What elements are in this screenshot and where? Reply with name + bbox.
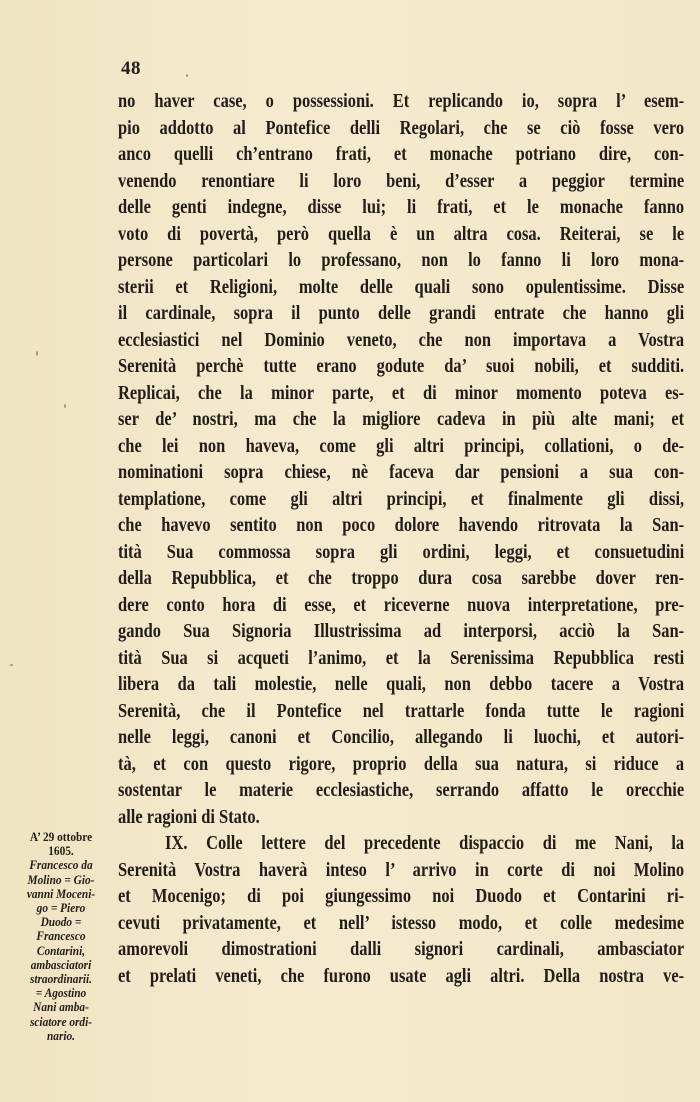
margin-year: 1605. (48, 844, 74, 859)
text-line: che lei non haveva, come gli altri principi, collationi, o de- (118, 435, 685, 457)
text-line: che havevo sentito non poco dolore havendo ritrovata la San- (118, 515, 685, 536)
text-line: dere conto hora di esse, et riceverne nuova interpretatione, pre- (118, 594, 685, 616)
margin-line: nario. (46, 1028, 76, 1043)
text-line: il cardinale, sopra il punto delle grandi entrate che hanno gli (118, 303, 685, 324)
text-line: della Repubblica, et che troppo dura cosa sarebbe dover ren- (118, 568, 685, 589)
text-line: Serenità Vostra haverà inteso l’ arrivo in corte di noi Molino (118, 859, 685, 881)
text-line: persone particolari lo professano, non lo fanno li loro mona- (118, 250, 685, 271)
margin-line: Duodo = (40, 915, 82, 930)
text-line: voto di povertà, però quella è un altra cosa. Reiterai, se le (118, 223, 685, 245)
text-line: tità Sua commossa sopra gli ordini, leggi, et consuetudini (118, 541, 685, 563)
text-line: delle genti indegne, disse lui; li frati, et le monache fanno (118, 197, 685, 218)
margin-line: ambasciatori (30, 957, 92, 972)
page-number: 48 (121, 58, 141, 79)
text-line: pio addotto al Pontefice delli Regolari, che se ciò fosse vero (118, 117, 685, 139)
margin-line: go = Piero (36, 901, 86, 916)
paper-speck (64, 404, 66, 408)
text-line: et prelati veneti, che furono usate agli altri. Della nostra ve- (118, 965, 685, 987)
text-line: Serenità perchè tutte erano godute da’ suoi nobili, et sudditi. (118, 356, 685, 377)
text-line: venendo renontiare li loro beni, d’esser a peggior termine (118, 170, 685, 192)
margin-line: Francesco da (29, 858, 93, 873)
text-line: tità Sua si acqueti l’animo, et la Serenissima Repubblica resti (118, 647, 685, 669)
text-line: ser de’ nostri, ma che la migliore cadeva in più alte mani; et (118, 409, 685, 430)
text-line: alle ragioni di Stato. (118, 806, 260, 828)
section-first-line: IX. Colle lettere del precedente dispaccio di me Nani, la (165, 833, 685, 854)
paper-speck (36, 351, 38, 356)
text-line: ecclesiastici nel Dominio veneto, che non importava a Vostra (118, 329, 685, 351)
margin-line: Nani amba- (33, 1000, 89, 1015)
margin-line: Molino = Gio- (27, 872, 95, 887)
text-line: cevuti privatamente, et nell’ istesso modo, et colle medesime (118, 912, 685, 934)
margin-line: Francesco (36, 929, 86, 944)
text-line: sostentar le materie ecclesiastiche, serrando affatto le orecchie (118, 780, 685, 801)
margin-line: straordinarii. (29, 972, 93, 987)
text-line: Serenità, che il Pontefice nel trattarle fonda tutte le ragioni (118, 700, 685, 722)
paper-speck (186, 74, 188, 77)
text-line: et Mocenigo; di poi giungessimo noi Duodo et Contarini ri- (118, 886, 685, 907)
main-text-block (118, 89, 684, 990)
margin-line: sciatore ordi- (29, 1014, 93, 1029)
margin-date: A’ 29 ottobre (29, 830, 93, 844)
text-line: gando Sua Signoria Illustrissima ad interporsi, acciò la San- (118, 621, 685, 642)
text-line: no haver case, o possessioni. Et replicando io, sopra l’ esem- (118, 91, 685, 112)
text-line: anco quelli ch’entrano frati, et monache potriano dire, con- (118, 144, 685, 165)
text-line: templatione, come gli altri principi, et finalmente gli dissi, (118, 488, 685, 510)
text-line: nominationi sopra chiese, nè faceva dar pensioni a sua con- (118, 462, 685, 483)
text-line: libera da tali molestie, nelle quali, non debbo tacere a Vostra (118, 674, 685, 695)
margin-line: = Agostino (35, 986, 87, 1001)
text-line: tà, et con questo rigore, proprio della sua natura, si riduce a (118, 753, 685, 775)
text-line: nelle leggi, canoni et Concilio, allegando li luochi, et autori- (118, 727, 685, 748)
paper-speck (10, 664, 13, 666)
text-line: sterii et Religioni, molte delle quali sono opulentissime. Disse (118, 276, 685, 298)
marginal-note (8, 830, 114, 1043)
text-line: Replicai, che la minor parte, et di minor momento poteva es- (118, 382, 685, 404)
margin-line: vanni Moceni- (26, 886, 96, 901)
text-line: amorevoli dimostrationi dalli signori cardinali, ambasciator (118, 939, 685, 960)
margin-line: Contarini, (36, 943, 86, 958)
